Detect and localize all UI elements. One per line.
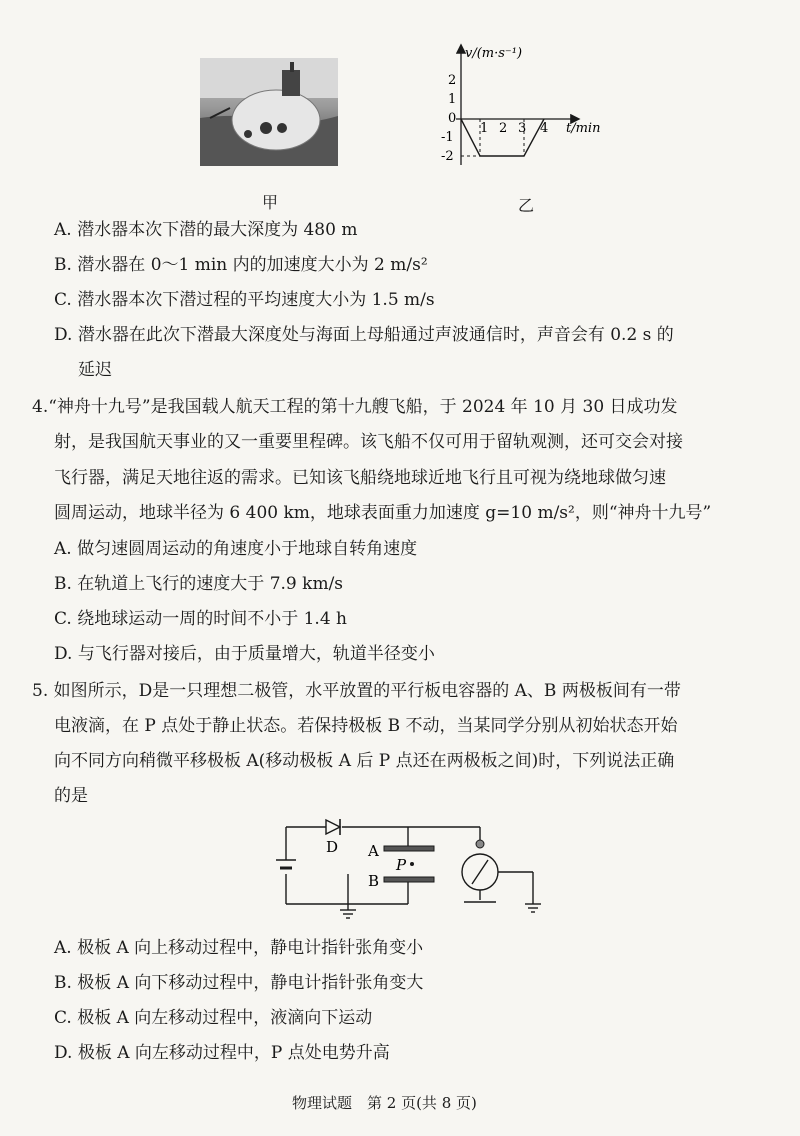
- x-tick-2: 2: [499, 121, 508, 136]
- y-axis-label: v/(m·s⁻¹): [465, 46, 523, 61]
- figure-label-left: 甲: [262, 193, 279, 212]
- q3-option-d: D. 潜水器在此次下潜最大深度处与海面上母船通过声波通信时，声音会有 0.2 s 的: [54, 325, 674, 345]
- y-tick-neg2: -2: [441, 149, 454, 164]
- q3-option-d-cont: 延迟: [78, 360, 112, 380]
- y-tick-2: 2: [448, 73, 457, 88]
- q5-stem-4: 的是: [54, 786, 88, 806]
- y-tick-neg1: -1: [441, 130, 454, 145]
- plate-a: [384, 846, 434, 851]
- plate-a-label: A: [368, 842, 379, 860]
- diode-label: D: [326, 838, 339, 856]
- diode-symbol: [326, 820, 340, 834]
- q5-option-b: B. 极板 A 向下移动过程中，静电计指针张角变大: [54, 973, 424, 993]
- q4-option-b: B. 在轨道上飞行的速度大于 7.9 km/s: [54, 574, 344, 594]
- droplet-point: [410, 862, 414, 866]
- q4-stem-3: 飞行器，满足天地往返的需求。已知该飞船绕地球近地飞行且可视为绕地球做匀速: [54, 468, 666, 488]
- capacitor-circuit-diagram: [268, 812, 558, 922]
- q3-option-c: C. 潜水器本次下潜过程的平均速度大小为 1.5 m/s: [54, 290, 435, 310]
- q5-stem-2: 电液滴，在 P 点处于静止状态。若保持极板 B 不动，当某同学分别从初始状态开始: [54, 716, 678, 736]
- q5-stem-3: 向不同方向稍微平移极板 A(移动极板 A 后 P 点还在两极板之间)时，下列说法正确: [54, 751, 675, 771]
- x-tick-4: 4: [540, 121, 549, 136]
- submersible-photo: [200, 58, 338, 166]
- figure-label-right: 乙: [518, 196, 535, 215]
- plate-b: [384, 877, 434, 882]
- q5-option-a: A. 极板 A 向上移动过程中，静电计指针张角变小: [54, 938, 424, 958]
- q3-option-b: B. 潜水器在 0～1 min 内的加速度大小为 2 m/s²: [54, 255, 428, 275]
- x-axis-label: t/min: [566, 121, 601, 136]
- q3-option-a: A. 潜水器本次下潜的最大深度为 480 m: [54, 220, 358, 240]
- q4-option-d: D. 与飞行器对接后，由于质量增大，轨道半径变小: [54, 644, 435, 664]
- velocity-time-graph: [428, 40, 620, 170]
- electrometer-knob: [476, 840, 484, 848]
- q4-stem-1: 4.“神舟十九号”是我国载人航天工程的第十九艘飞船，于 2024 年 10 月 30 日成功发: [32, 397, 678, 417]
- point-p-label: P: [396, 856, 407, 874]
- x-tick-3: 3: [518, 121, 527, 136]
- page-footer: 物理试题 第 2 页(共 8 页): [292, 1094, 477, 1112]
- q4-option-c: C. 绕地球运动一周的时间不小于 1.4 h: [54, 609, 348, 629]
- q4-option-a: A. 做匀速圆周运动的角速度小于地球自转角速度: [54, 539, 418, 559]
- q5-option-d: D. 极板 A 向左移动过程中，P 点处电势升高: [54, 1043, 390, 1063]
- q5-stem-1: 5. 如图所示，D是一只理想二极管，水平放置的平行板电容器的 A、B 两极板间有一带: [32, 681, 681, 701]
- y-tick-1: 1: [448, 92, 457, 107]
- q4-stem-4: 圆周运动，地球半径为 6 400 km，地球表面重力加速度 g=10 m/s²，则“神舟十九号”: [54, 503, 712, 523]
- q4-stem-2: 射，是我国航天事业的又一重要里程碑。该飞船不仅可用于留轨观测，还可交会对接: [54, 432, 683, 452]
- y-tick-0: 0: [448, 111, 457, 126]
- x-tick-1: 1: [480, 121, 489, 136]
- plate-b-label: B: [368, 872, 380, 890]
- q5-option-c: C. 极板 A 向左移动过程中，液滴向下运动: [54, 1008, 373, 1028]
